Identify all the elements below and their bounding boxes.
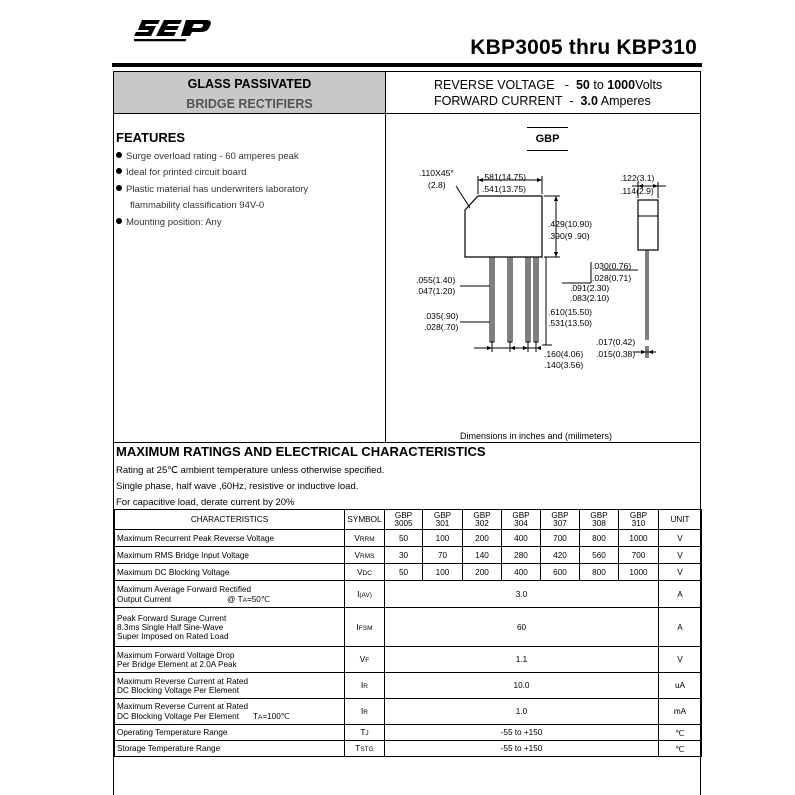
table-row: Maximum Reverse Current at Rated DC Blocking Voltage Per Element IR 10.0 uA bbox=[115, 673, 702, 699]
header-part: GBP 307 bbox=[541, 510, 580, 530]
features-title: FEATURES bbox=[116, 130, 186, 145]
bullet-icon bbox=[116, 218, 122, 224]
dim-height-max: .429(10.90) bbox=[548, 219, 592, 229]
feature-item: Ideal for printed circuit board bbox=[116, 167, 246, 178]
dim-lead-width-max: .017(0.42) bbox=[596, 337, 636, 347]
header-unit: UNIT bbox=[659, 510, 702, 530]
dim-height-min: .390(9 .90) bbox=[548, 231, 590, 241]
forward-current-line: FORWARD CURRENT - 3.0 Amperes bbox=[434, 94, 651, 108]
ratings-note-1: Rating at 25℃ ambient temperature unless otherwise specified. bbox=[116, 465, 385, 476]
table-row: Storage Temperature Range TSTG -55 to +150 ℃ bbox=[115, 741, 702, 757]
bullet-icon bbox=[116, 168, 122, 174]
ratings-title: MAXIMUM RATINGS AND ELECTRICAL CHARACTERISTICS bbox=[116, 444, 486, 459]
dim-lead-width-min: .015(0.38) bbox=[596, 349, 636, 359]
dim-lead-length-min: .531(13.50) bbox=[548, 318, 592, 328]
reverse-voltage-line: REVERSE VOLTAGE - 50 to 1000Volts bbox=[434, 78, 663, 92]
product-type-line2: BRIDGE RECTIFIERS bbox=[186, 97, 313, 111]
header-part: GBP 310 bbox=[619, 510, 659, 530]
dim-chamfer-1: .110X45° bbox=[419, 168, 454, 178]
ratings-note-3: For capacitive load, derate current by 20% bbox=[116, 497, 295, 508]
section-divider bbox=[114, 442, 700, 443]
part-title: KBP3005 thru KBP310 bbox=[470, 36, 697, 59]
dim-side-min: .028(0.71) bbox=[592, 273, 632, 283]
dimensions-caption: Dimensions in inches and (milimeters) bbox=[460, 431, 613, 441]
dim-spacing-min: .140(3.56) bbox=[544, 360, 584, 370]
table-row: Maximum Reverse Current at Rated DC Blocking Voltage Per Element TA=100℃ IR 1.0 mA bbox=[115, 699, 702, 725]
package-name: GBP bbox=[527, 127, 568, 151]
company-logo bbox=[134, 18, 214, 44]
feature-item: Mounting position: Any bbox=[116, 217, 222, 228]
dim-lead-length-max: .610(15.50) bbox=[548, 307, 592, 317]
table-row: Maximum RMS Bridge Input Voltage VRMS 30 70 140 280 420 560 700 V bbox=[115, 547, 702, 564]
feature-item-continued: flammability classification 94V-0 bbox=[130, 200, 265, 211]
dim-pin-width-max: .055(1.40) bbox=[416, 275, 456, 285]
table-row: Maximum DC Blocking Voltage VDC 50 100 200 400 600 800 1000 V bbox=[115, 564, 702, 581]
header-characteristics: CHARACTERISTICS bbox=[115, 510, 345, 530]
dim-lead-dia-min: .028(.70) bbox=[424, 322, 459, 332]
header-part: GBP 302 bbox=[463, 510, 502, 530]
dim-gap-max: .091(2.30) bbox=[570, 283, 610, 293]
ratings-note-2: Single phase, half wave ,60Hz, resistive or inductive load. bbox=[116, 481, 359, 492]
header-divider bbox=[114, 113, 700, 114]
dim-pin-width-min: .047(1.20) bbox=[416, 286, 456, 296]
header-part: GBP 301 bbox=[423, 510, 463, 530]
package-outline-drawing bbox=[386, 150, 700, 435]
header-part: GBP 3005 bbox=[385, 510, 423, 530]
dim-width-min: .541(13.75) bbox=[482, 184, 526, 194]
dim-gap-min: .083(2.10) bbox=[570, 293, 610, 303]
table-row: Operating Temperature Range TJ -55 to +150 ℃ bbox=[115, 725, 702, 741]
header-part: GBP 304 bbox=[502, 510, 541, 530]
dim-chamfer-2: (2.8) bbox=[428, 180, 446, 190]
ratings-summary bbox=[434, 77, 662, 109]
table-row: Maximum Forward Voltage Drop Per Bridge Element at 2.0A Peak VF 1.1 V bbox=[115, 647, 702, 673]
product-type-box bbox=[114, 72, 385, 113]
dim-thickness-max: .122(3.1) bbox=[620, 173, 655, 183]
table-row: Maximum Average Forward Rectified Output Current @ TA=50℃ I(AV) 3.0 A bbox=[115, 581, 702, 608]
dim-spacing-max: .160(4.06) bbox=[544, 349, 584, 359]
bullet-icon bbox=[116, 185, 122, 191]
dim-width-max: .581(14.75) bbox=[482, 172, 526, 182]
feature-item: Surge overload rating - 60 amperes peak bbox=[116, 151, 299, 162]
dim-lead-dia-max: .035(.90) bbox=[424, 311, 459, 321]
table-row: Maximum Recurrent Peak Reverse Voltage VRRM 50 100 200 400 700 800 1000 V bbox=[115, 530, 702, 547]
characteristics-table bbox=[114, 509, 702, 757]
table-row: Peak Forward Surage Current 8.3ms Single Half Sine-Wave Super Imposed on Rated Load IFSM 60 A bbox=[115, 608, 702, 647]
dim-thickness-min: .114(2.9) bbox=[620, 186, 654, 196]
title-rule bbox=[112, 63, 702, 67]
product-type-line1: GLASS PASSIVATED bbox=[187, 77, 312, 91]
header-part: GBP 308 bbox=[580, 510, 619, 530]
header-symbol: SYMBOL bbox=[345, 510, 385, 530]
table-header-row bbox=[115, 510, 702, 530]
dim-side-max: .030(0.76) bbox=[592, 261, 632, 271]
bullet-icon bbox=[116, 152, 122, 158]
feature-item: Plastic material has underwriters laboratory bbox=[116, 184, 308, 195]
